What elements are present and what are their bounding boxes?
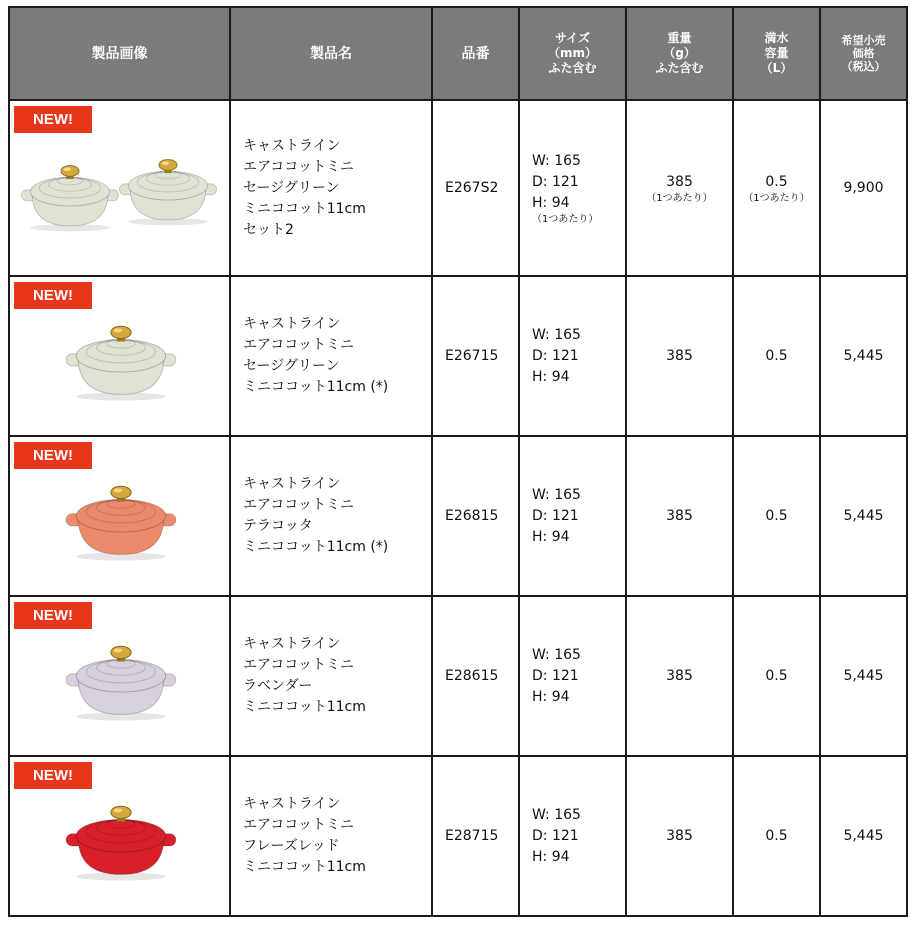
size-line: D: 121 [532,827,579,844]
header-capacity-line: 容量 [764,46,789,60]
product-name-line: キャストライン [243,796,341,812]
table-row [9,436,907,596]
table-row [9,596,907,756]
header-price-line: （税込） [841,60,886,73]
product-image-cell [9,276,230,436]
product-price: 9,900 [820,100,907,276]
product-table [8,6,908,917]
product-weight [626,276,733,436]
header-name: 製品名 [230,7,432,100]
product-name-line: ラベンダー [243,678,313,694]
weight-note: （1つあたり） [646,192,713,204]
size-line: H: 94 [532,848,570,865]
product-image-cell [9,100,230,276]
product-name-line: キャストライン [243,316,341,332]
header-price [820,7,907,100]
weight-value: 385 [666,507,693,524]
capacity-value: 0.5 [765,173,788,190]
header-size-line: ふた含む [548,61,597,75]
product-price: 5,445 [820,276,907,436]
product-name-line: フレーズレッド [243,838,340,854]
new-badge: NEW! [14,602,92,629]
product-price: 5,445 [820,756,907,916]
product-name [230,100,432,276]
product-name [230,596,432,756]
size-line: D: 121 [532,173,579,190]
cocotte-pot-icon [114,147,222,228]
new-badge: NEW! [14,442,92,469]
header-weight-line: （g） [663,46,696,60]
product-name-line: キャストライン [243,137,341,154]
product-name-line: エアココットミニ [243,337,355,353]
size-line: D: 121 [532,507,579,524]
size-line: H: 94 [532,194,570,211]
header-size-line: サイズ [554,31,591,45]
product-size [519,100,626,276]
header-capacity [733,7,820,100]
size-line: H: 94 [532,688,570,705]
size-line: D: 121 [532,667,579,684]
table-row [9,100,907,276]
header-image: 製品画像 [9,7,230,100]
product-capacity [733,276,820,436]
header-capacity-line: （L） [760,61,793,75]
product-name-line: ミニココット11cm [243,859,366,875]
capacity-value: 0.5 [765,827,788,844]
new-badge: NEW! [14,106,92,133]
size-note: （1つあたり） [532,213,599,225]
capacity-value: 0.5 [765,347,788,364]
product-name-line: ミニココット11cm [243,699,366,715]
product-price: 5,445 [820,436,907,596]
size-line: W: 165 [532,486,581,503]
header-price-line: 希望小売 [841,34,886,47]
header-weight-line: ふた含む [655,61,704,75]
product-name-line: エアココットミニ [243,158,355,175]
product-code: E267S2 [432,100,519,276]
size-line: H: 94 [532,368,570,385]
weight-value: 385 [666,347,693,364]
size-line: W: 165 [532,326,581,343]
product-name-line: ミニココット11cm (*) [243,379,389,395]
product-capacity [733,436,820,596]
cocotte-pot-icon [60,633,182,723]
product-weight [626,596,733,756]
product-name-line: ミニココット11cm (*) [243,539,389,555]
product-capacity [733,100,820,276]
product-code: E28615 [432,596,519,756]
capacity-value: 0.5 [765,667,788,684]
header-price-line: 価格 [852,47,875,60]
size-line: W: 165 [532,806,581,823]
header-capacity-line: 満水 [764,31,789,45]
product-name [230,276,432,436]
product-name-line: セージグリーン [243,179,340,196]
product-weight [626,100,733,276]
product-price: 5,445 [820,596,907,756]
product-name-line: キャストライン [243,476,341,492]
product-name-line: セージグリーン [243,358,340,374]
cocotte-pot-icon [60,473,182,563]
size-line: W: 165 [532,152,581,169]
product-size [519,596,626,756]
product-weight [626,436,733,596]
product-name-line: エアココットミニ [243,657,355,673]
header-code: 品番 [432,7,519,100]
header-weight [626,7,733,100]
cocotte-pot-icon [60,793,182,883]
product-capacity [733,596,820,756]
weight-value: 385 [666,667,693,684]
product-name-line: ミニココット11cm [243,200,366,217]
product-code: E26815 [432,436,519,596]
product-name-line: エアココットミニ [243,497,355,513]
header-size [519,7,626,100]
header-size-line: （mm） [547,46,597,60]
size-line: W: 165 [532,646,581,663]
product-size [519,276,626,436]
product-image-cell [9,436,230,596]
header-row [9,7,907,100]
weight-value: 385 [666,173,693,190]
table-row [9,756,907,916]
product-image-cell [9,596,230,756]
product-capacity [733,756,820,916]
product-code: E28715 [432,756,519,916]
product-name-line: テラコッタ [243,518,313,534]
new-badge: NEW! [14,282,92,309]
product-code: E26715 [432,276,519,436]
product-image-cell [9,756,230,916]
cocotte-pot-icon [60,313,182,403]
header-weight-line: 重量 [667,31,692,45]
size-line: D: 121 [532,347,579,364]
cocotte-pot-icon [16,153,124,234]
size-line: H: 94 [532,528,570,545]
product-size [519,436,626,596]
product-name [230,436,432,596]
table-row [9,276,907,436]
product-weight [626,756,733,916]
product-name-line: キャストライン [243,636,341,652]
capacity-note: （1つあたり） [743,192,810,204]
weight-value: 385 [666,827,693,844]
capacity-value: 0.5 [765,507,788,524]
product-name-line: エアココットミニ [243,817,355,833]
product-name-line: セット2 [243,221,294,238]
new-badge: NEW! [14,762,92,789]
product-size [519,756,626,916]
product-name [230,756,432,916]
